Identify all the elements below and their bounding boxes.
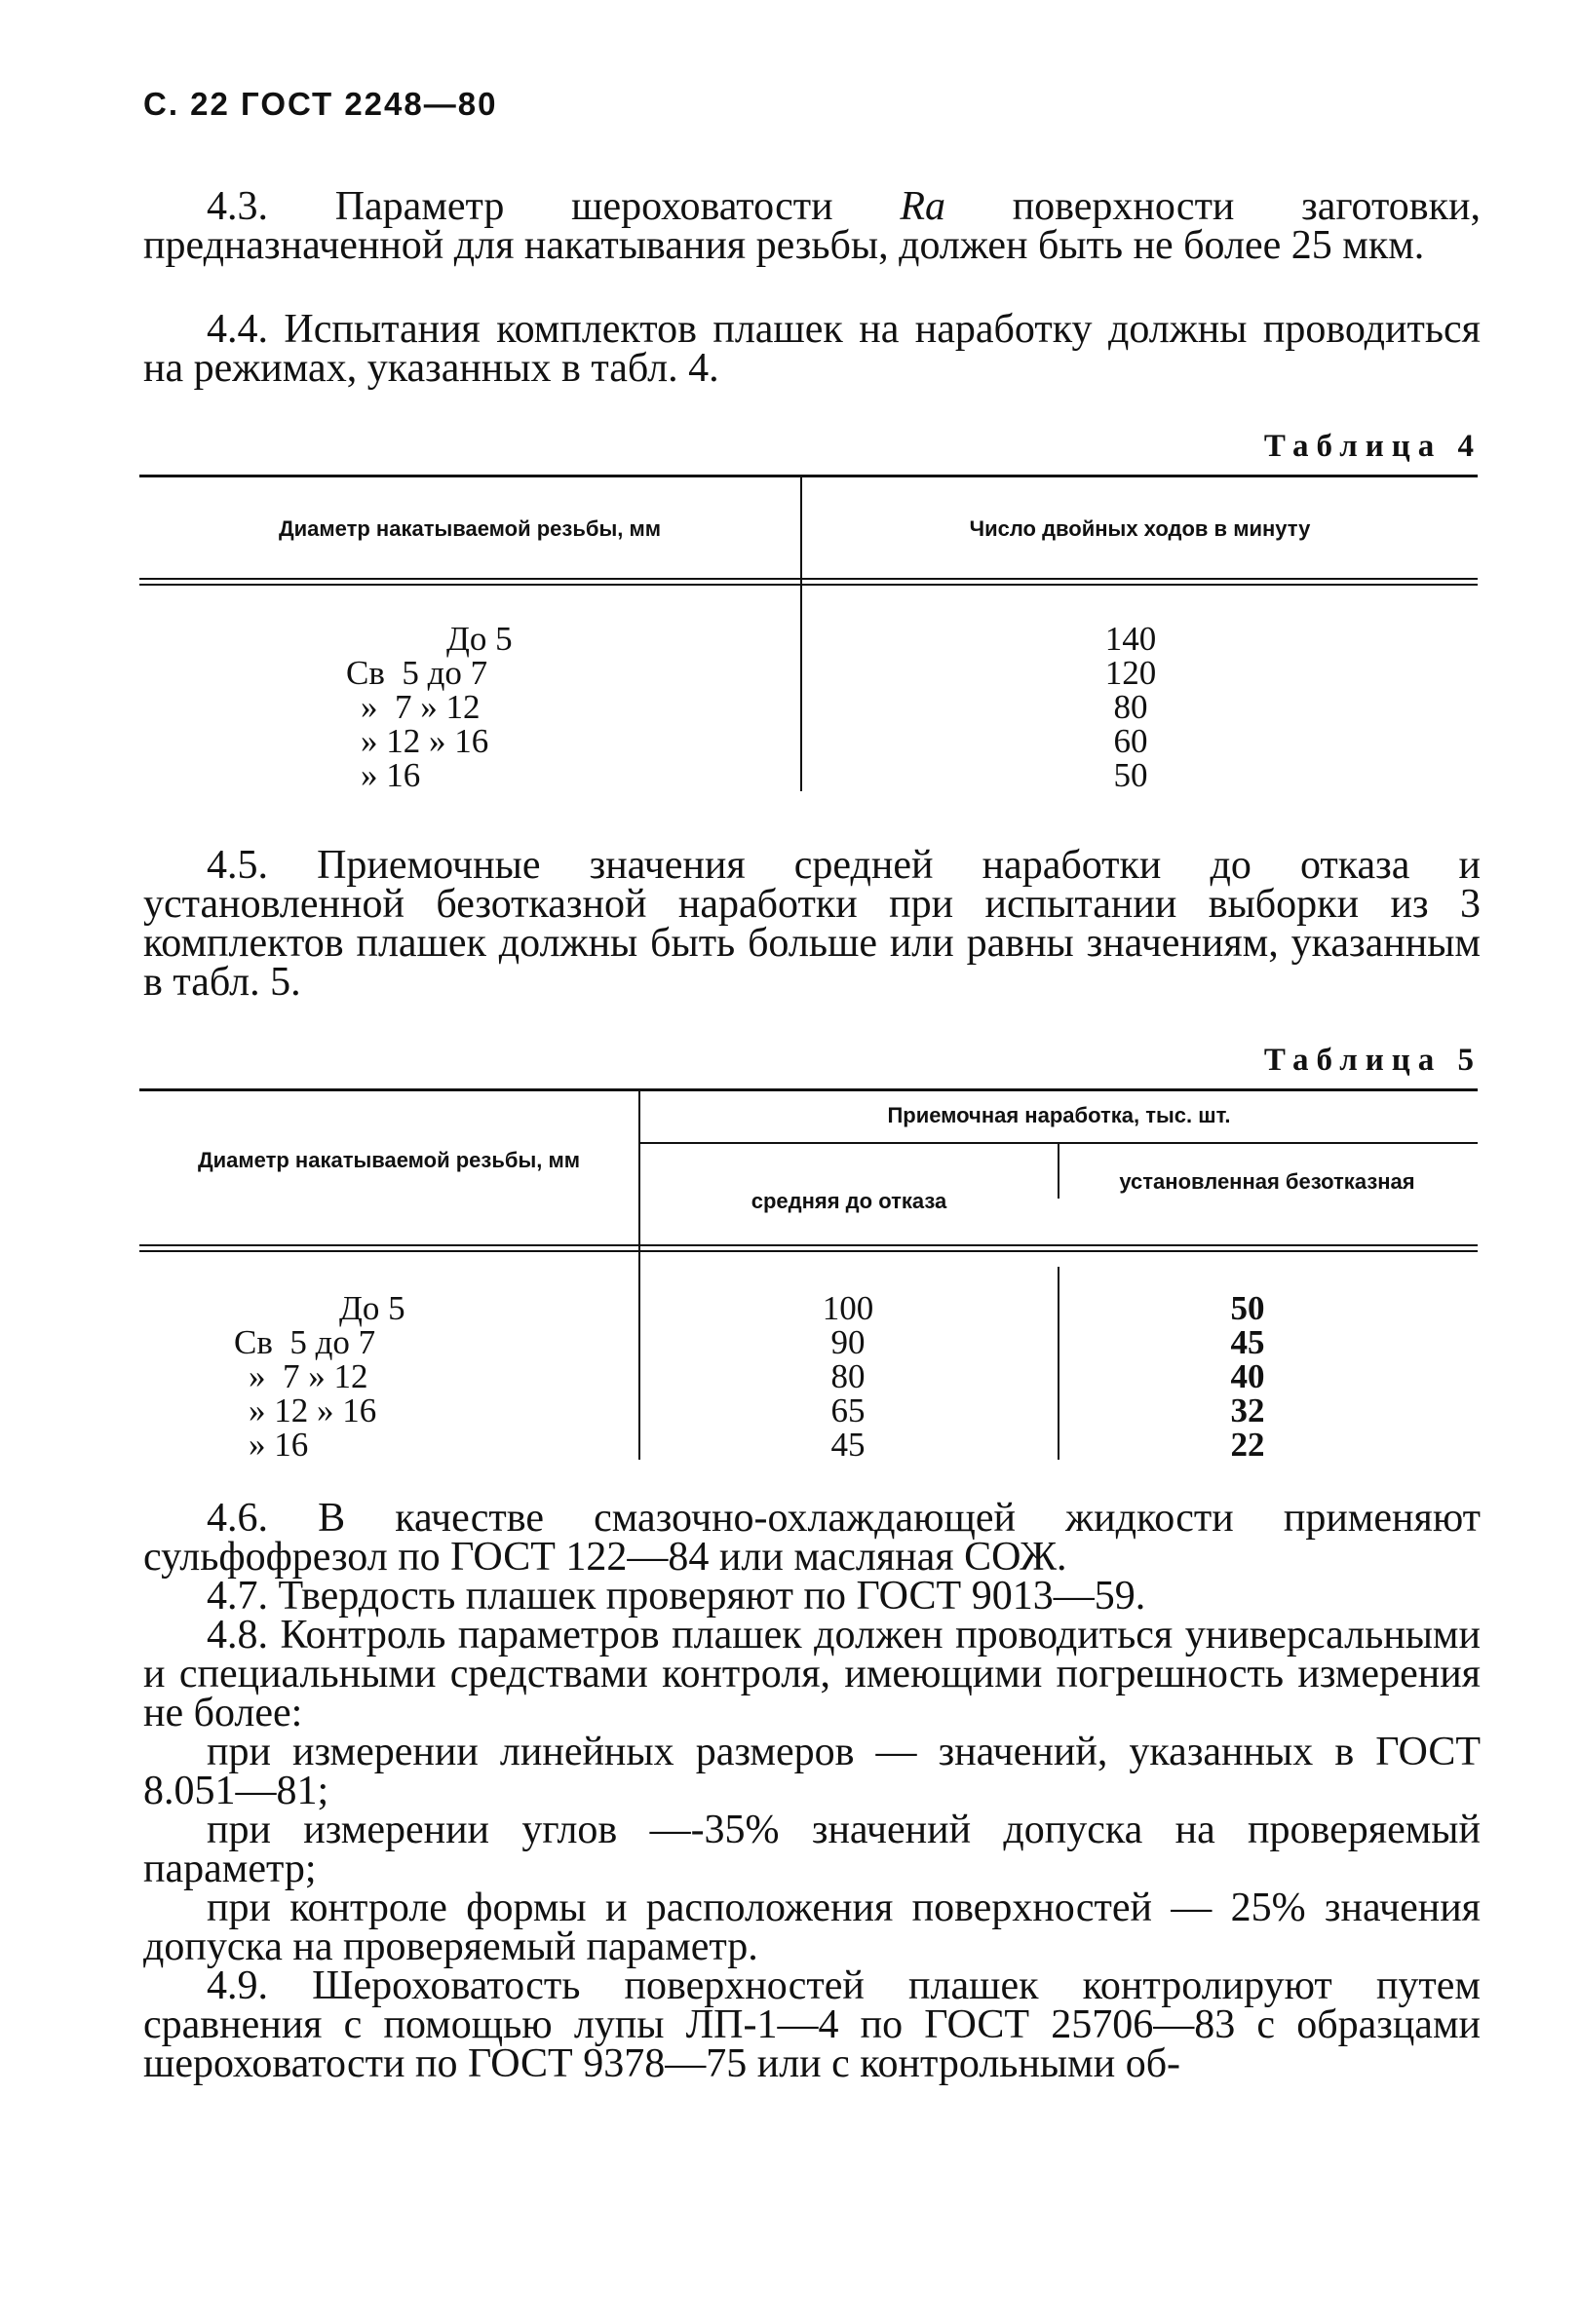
page-header: С. 22 ГОСТ 2248—80 — [143, 86, 498, 122]
table-5-row-average: 80 — [830, 1357, 866, 1395]
table-5-column-divider — [638, 1091, 640, 1460]
p43-after: поверхности заготовки, предназначенной для накатывания резьбы, должен быть не более 25 мкм. — [143, 184, 1481, 268]
table-5-row-diameter: До 5 — [339, 1289, 405, 1327]
table-4-header-diameter: Диаметр накатываемой резьбы, мм — [278, 516, 662, 541]
table-5-caption: Таблица 5 — [1263, 1043, 1482, 1078]
table-5-row-average: 65 — [830, 1391, 866, 1429]
table-4-header-strokes: Число двойных ходов в минуту — [969, 516, 1311, 541]
table-4-row-value: 60 — [1113, 722, 1148, 760]
paragraph-4-5: 4.5. Приемочные значения средней наработки до отказа и установленной безотказной наработки при испытании выборки из 3 комплектов плашек должны быть больше или равны значениям, указанным в табл. 5. — [143, 843, 1481, 1005]
paragraph-4-6: 4.6. В качестве смазочно-охлаждающей жидкости применяют сульфофрезол по ГОСТ 122—84 или масляная СОЖ. — [143, 1496, 1481, 1580]
table-4-row-diameter: Св 5 до 7 — [346, 654, 488, 692]
table-4-header-rule-2 — [139, 584, 1478, 586]
table-5-body-divider — [1058, 1267, 1059, 1460]
table-5-header-failure-free: установленная безотказная — [1119, 1169, 1415, 1194]
table-5-header-group: Приемочная наработка, тыс. шт. — [887, 1103, 1231, 1127]
table-4-row-diameter: До 5 — [446, 620, 513, 658]
table-5-row-failure-free: 32 — [1230, 1391, 1265, 1429]
table-5-top-rule — [139, 1088, 1478, 1091]
table-5-subheader-divider — [1058, 1144, 1059, 1199]
table-5-row-diameter: » 16 — [249, 1426, 309, 1464]
paragraph-4-8-form: при контроле формы и расположения поверхностей — 25% значения допуска на проверяемый параметр. — [143, 1886, 1481, 1969]
table-4-row-value: 140 — [1104, 620, 1157, 658]
table-5-header-rule-2 — [139, 1250, 1478, 1252]
table-5-row-average: 100 — [822, 1289, 874, 1327]
table-4-row-diameter: » 12 » 16 — [361, 722, 489, 760]
table-5-header-rule — [139, 1244, 1478, 1246]
table-5-row-failure-free: 22 — [1230, 1426, 1265, 1464]
table-4-header-rule — [139, 578, 1478, 580]
table-4-row-value: 50 — [1113, 756, 1148, 794]
table-4-row-diameter: » 7 » 12 — [361, 688, 481, 726]
p43-before: 4.3. Параметр шероховатости — [207, 184, 901, 229]
table-5-row-failure-free: 45 — [1230, 1323, 1265, 1361]
table-5-header-diameter: Диаметр накатываемой резьбы, мм — [197, 1148, 581, 1172]
paragraph-4-4: 4.4. Испытания комплектов плашек на наработку должны проводиться на режимах, указанных в табл. 4. — [143, 307, 1481, 391]
table-5-row-average: 90 — [830, 1323, 866, 1361]
paragraph-4-8-linear: при измерении линейных размеров — значений, указанных в ГОСТ 8.051—81; — [143, 1730, 1481, 1813]
table-4-top-rule — [139, 475, 1478, 477]
table-4-row-value: 120 — [1104, 654, 1157, 692]
paragraph-4-8-angles: при измерении углов —-35% значений допуска на проверяемый параметр; — [143, 1808, 1481, 1891]
table-5-row-diameter: Св 5 до 7 — [234, 1323, 376, 1361]
paragraph-4-8: 4.8. Контроль параметров плашек должен проводиться универсальными и специальными средствами контроля, имеющими погрешность измерения не более: — [143, 1613, 1481, 1735]
table-5-row-failure-free: 40 — [1230, 1357, 1265, 1395]
paragraph-4-3 — [143, 184, 1481, 268]
table-5-row-failure-free: 50 — [1230, 1289, 1265, 1327]
table-4-row-value: 80 — [1113, 688, 1148, 726]
table-5-row-diameter: » 12 » 16 — [249, 1391, 377, 1429]
paragraph-4-7: 4.7. Твердость плашек проверяют по ГОСТ 9013—59. — [207, 1574, 1146, 1619]
table-4-row-diameter: » 16 — [361, 756, 421, 794]
table-5-row-average: 45 — [830, 1426, 866, 1464]
table-4-caption: Таблица 4 — [1263, 429, 1482, 464]
table-5-row-diameter: » 7 » 12 — [249, 1357, 368, 1395]
ra-symbol: Ra — [900, 184, 945, 229]
paragraph-4-9: 4.9. Шероховатость поверхностей плашек контролируют путем сравнения с помощью лупы ЛП-1—4 по ГОСТ 25706—83 с образцами шероховатости по ГОСТ 9378—75 или с контрольными об- — [143, 1963, 1481, 2086]
table-5-header-average: средняя до отказа — [751, 1189, 947, 1213]
